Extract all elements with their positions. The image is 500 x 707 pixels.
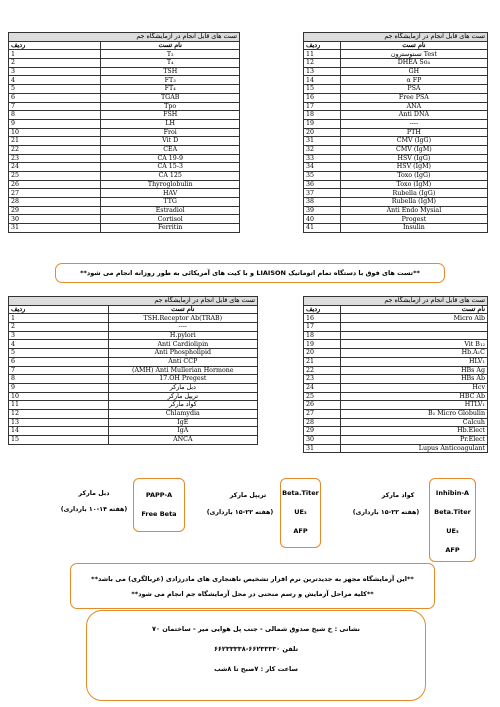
row-number: 12 [9,409,109,418]
triple-marker-weeks: (هفته ۲۲-۱۵ بارداری) [206,509,274,516]
table-caption: تست های قابل انجام در آزمایشگاه جم [9,297,258,306]
table-row [304,444,488,453]
test-name: Cortisol [101,215,240,224]
row-number: 31 [304,444,341,453]
table-row [304,59,488,68]
test-name: ---- [108,323,257,332]
triple-test-2: UE₃ [294,508,307,516]
test-name: TTG [101,198,240,207]
table-row [304,215,488,224]
test-name: کواد مارکر [108,401,257,410]
table-row [304,111,488,120]
row-number: 40 [304,215,341,224]
row-number: 16 [304,314,341,323]
test-name: Chlamydia [108,409,257,418]
contact-box [86,610,426,701]
table-row [9,128,240,137]
table-row [9,215,240,224]
test-name: تریپل مارکر [108,392,257,401]
double-test-1: PAPP-A [145,491,173,499]
table-row [304,366,488,375]
table-row [304,340,488,349]
test-name: IgA [108,427,257,436]
table-row [9,137,240,146]
test-name: T₃ [101,50,240,59]
row-number: 27 [304,409,341,418]
row-number: 21 [304,357,341,366]
table-row [9,85,240,94]
table-row [9,366,258,375]
row-number: 17 [304,102,341,111]
row-number: 31 [304,137,341,146]
test-name: CA 19-9 [101,154,240,163]
row-number: 25 [9,172,101,181]
table-row [304,163,488,172]
row-number: 33 [304,154,341,163]
row-number: 24 [304,383,341,392]
row-number: 15 [304,85,341,94]
test-name: LH [101,119,240,128]
table-row [304,119,488,128]
test-name: Hb.Elect [340,427,487,436]
table-row [9,224,240,233]
table-row [9,409,258,418]
table-row [304,76,488,85]
screening-banner-line-2: **کلیه مراحل آزمایش و رسم منحنی در محل آزمایشگاه جم انجام می شود** [131,590,374,598]
table-row [304,145,488,154]
table-row [304,383,488,392]
test-name: PTH [340,128,487,137]
row-number: 9 [9,119,101,128]
test-name: T₄ [101,59,240,68]
table-row [304,50,488,59]
table-body [304,314,488,453]
quad-test-1: Inhibin-A [435,489,470,497]
row-number: 13 [9,418,109,427]
screening-banner-line-1: **این آزمایشگاه مجهز به جدیدترین نرم افزار تشخیص ناهنجاری های مادرزادی (غربالگری) می باشد** [91,575,414,583]
col-header-num: ردیف [9,305,109,314]
table-row [9,392,258,401]
test-name: HSV (IgG) [340,154,487,163]
quad-marker-box [429,478,476,562]
row-number: 5 [9,349,109,358]
test-name: Calcuh [340,418,487,427]
test-name: Estradiol [101,206,240,215]
table-row [9,427,258,436]
row-number: 19 [304,340,341,349]
test-name: IgE [108,418,257,427]
test-name: CA 15-3 [101,163,240,172]
table-row [9,436,258,445]
row-number: 11 [304,50,341,59]
table-row [9,314,258,323]
test-name: HAV [101,189,240,198]
row-number: 4 [9,76,101,85]
test-name: TSH [101,67,240,76]
row-number: 15 [9,436,109,445]
row-number: 27 [9,189,101,198]
row-number: 18 [304,111,341,120]
table-row [304,172,488,181]
screening-banner [70,563,435,609]
test-name: TSH.Receptor Ab(TRAB) [108,314,257,323]
row-number: 2 [9,323,109,332]
row-number: 37 [304,189,341,198]
table-row [9,76,240,85]
test-name: Pr.Elect [340,436,487,445]
test-name: CEA [101,145,240,154]
table-row [9,119,240,128]
test-name: دبل مارکر [108,383,257,392]
row-number: 26 [304,401,341,410]
test-name: Ferritin [101,224,240,233]
test-name: ANCA [108,436,257,445]
triple-test-1: Beta.Titer [282,489,319,497]
table-row [304,349,488,358]
test-name: Micro Alb [340,314,487,323]
col-header-name: نام تست [340,41,487,50]
row-number: 38 [304,198,341,207]
row-number: 35 [304,172,341,181]
test-name: 17.OH Pregest [108,375,257,384]
quad-test-2: Beta.Titer [434,508,471,516]
test-name: HBs Ab [340,375,487,384]
row-number: 3 [9,331,109,340]
test-name: HBC Ab [340,392,487,401]
row-number: 3 [9,67,101,76]
table-caption: تست های قابل انجام در آزمایشگاه جم [304,297,488,306]
table-row [304,409,488,418]
row-number: 34 [304,163,341,172]
row-number: 2 [9,59,101,68]
row-number: 28 [9,198,101,207]
row-number: 17 [304,323,341,332]
row-number: 16 [304,93,341,102]
table-row [9,401,258,410]
test-name: α FP [340,76,487,85]
table-row [304,198,488,207]
test-name: تستوسترون Test [340,50,487,59]
table-row [304,427,488,436]
row-number: 8 [9,375,109,384]
row-number: 9 [9,383,109,392]
test-name: CA 125 [101,172,240,181]
test-name: CMV (IgM) [340,145,487,154]
table-row [9,154,240,163]
test-name: Progest [340,215,487,224]
row-number: 7 [9,366,109,375]
row-number: 29 [304,427,341,436]
test-name: TGAB [101,93,240,102]
test-name: HSV (IgM) [340,163,487,172]
table-row [9,163,240,172]
test-name: Anti CCP [108,357,257,366]
test-name: HLV₁ [340,357,487,366]
table-row [9,180,240,189]
quad-test-4: AFP [445,546,460,554]
table-row [9,189,240,198]
table-row [304,314,488,323]
test-name: ---- [340,119,487,128]
row-number: 36 [304,180,341,189]
row-number: 6 [9,93,101,102]
row-number: 20 [304,349,341,358]
table-caption: تست های قابل انجام در آزمایشگاه جم [9,33,240,42]
row-number: 8 [9,111,101,120]
test-name: Toxo (IgG) [340,172,487,181]
table-row [9,172,240,181]
test-name: Hb.A₁C [340,349,487,358]
table-row [9,357,258,366]
table-row [304,224,488,233]
row-number: 30 [304,436,341,445]
table-row [304,418,488,427]
row-number: 20 [304,128,341,137]
row-number: 1 [9,50,101,59]
col-header-num: ردیف [304,41,341,50]
table-row [9,375,258,384]
row-number: 21 [9,137,101,146]
table-row [304,392,488,401]
test-name: CMV (IgG) [340,137,487,146]
test-name: Vit B₁₂ [340,340,487,349]
phone: تلفن ۶۶۲۳۳۳۳۰-۶۶۲۳۳۳۳۸ [213,645,299,653]
test-name: Anti DNA [340,111,487,120]
table-body [304,50,488,232]
triple-marker-box [280,478,321,548]
test-name: Insulin [340,224,487,233]
test-name: Tpo [101,102,240,111]
table-row [304,102,488,111]
test-name: ANA [340,102,487,111]
table-row [304,85,488,94]
col-header-name: نام تست [340,305,487,314]
col-header-num: ردیف [9,41,101,50]
row-number: 32 [304,145,341,154]
row-number: 31 [9,224,101,233]
table-body [9,50,240,232]
liaison-banner: **تست های فوق با دستگاه تمام اتوماتیک LIAISON و با کیت های آمریکائی به طور روزانه انجام می شود** [55,263,445,283]
row-number: 12 [304,59,341,68]
row-number: 41 [304,224,341,233]
double-marker-weeks: (هفته ۱۴-۱۰ بارداری) [60,506,128,513]
table-caption: تست های قابل انجام در آزمایشگاه جم [304,33,488,42]
row-number: 26 [9,180,101,189]
table-row [9,59,240,68]
table-row [304,357,488,366]
table-row [9,67,240,76]
row-number: 19 [304,119,341,128]
row-number: 10 [9,392,109,401]
row-number: 7 [9,102,101,111]
tests-table-1 [8,32,240,233]
test-name: Toxo (IgM) [340,180,487,189]
test-name: PSA [340,85,487,94]
row-number: 23 [9,154,101,163]
table-row [304,93,488,102]
table-row [304,331,488,340]
row-number: 25 [304,392,341,401]
table-row [304,128,488,137]
row-number: 24 [9,163,101,172]
test-name: DHEA So₄ [340,59,487,68]
row-number: 22 [9,145,101,154]
double-marker-box [133,478,185,532]
test-name: FSH [101,111,240,120]
test-name: Rubella (IgG) [340,189,487,198]
table-row [304,206,488,215]
address: نشانی : خ شیخ صدوق شمالی - جنب پل هوایی میر - ساختمان ۷۰ [152,625,360,633]
row-number: 1 [9,314,109,323]
table-row [9,50,240,59]
table-row [304,137,488,146]
triple-marker-label: تریپل مارکر [229,492,267,499]
table-row [9,418,258,427]
test-name: B₂ Micro Globulin [340,409,487,418]
row-number: 4 [9,340,109,349]
table-row [304,436,488,445]
row-number: 14 [9,427,109,436]
tests-table-2 [303,32,488,233]
table-row [9,206,240,215]
row-number: 10 [9,128,101,137]
test-name: Hcv [340,383,487,392]
row-number: 14 [304,76,341,85]
test-name: Froi [101,128,240,137]
test-name: Thyroglobulin [101,180,240,189]
test-name: Lupus Anticoagulant [340,444,487,453]
row-number: 6 [9,357,109,366]
tests-table-4 [303,296,488,453]
table-row [9,349,258,358]
row-number: 22 [304,366,341,375]
row-number: 30 [9,215,101,224]
double-test-2: Free Beta [141,510,177,518]
table-row [304,189,488,198]
working-hours: ساعت کار : ۷صبح تا ۸شب [214,665,298,673]
table-row [9,93,240,102]
test-name [340,323,487,332]
test-name [340,331,487,340]
col-header-num: ردیف [304,305,341,314]
table-row [9,145,240,154]
table-row [304,375,488,384]
table-row [9,198,240,207]
test-name: Free PSA [340,93,487,102]
row-number: 11 [9,401,109,410]
test-name: H.pylori [108,331,257,340]
test-name: Vit D [101,137,240,146]
table-row [9,331,258,340]
test-name: HTLV₁ [340,401,487,410]
test-name: Anti Cardiolipin [108,340,257,349]
table-row [304,401,488,410]
table-row [304,67,488,76]
test-name: (AMH) Anti Mullerian Hormone [108,366,257,375]
test-name: Anti Phospholipid [108,349,257,358]
row-number: 29 [9,206,101,215]
table-row [9,111,240,120]
test-name: HBs Ag [340,366,487,375]
table-row [304,180,488,189]
test-name: Anti Endo Mysial [340,206,487,215]
quad-marker-weeks: (هفته ۲۲-۱۵ بارداری) [352,509,420,516]
table-row [9,340,258,349]
table-row [304,323,488,332]
row-number: 39 [304,206,341,215]
tests-table-3 [8,296,258,445]
triple-test-3: AFP [293,527,308,535]
row-number: 28 [304,418,341,427]
row-number: 23 [304,375,341,384]
row-number: 18 [304,331,341,340]
test-name: FT₃ [101,76,240,85]
test-name: Rubella (IgM) [340,198,487,207]
table-row [9,323,258,332]
col-header-name: نام تست [101,41,240,50]
row-number: 13 [304,67,341,76]
quad-marker-label: کواد مارکر [381,492,415,499]
table-body [9,314,258,444]
table-row [9,383,258,392]
table-row [9,102,240,111]
double-marker-label: دبل مارکر [78,490,110,497]
test-name: FT₄ [101,85,240,94]
test-name: GH [340,67,487,76]
col-header-name: نام تست [108,305,257,314]
quad-test-3: UE₃ [446,527,459,535]
row-number: 5 [9,85,101,94]
table-row [304,154,488,163]
